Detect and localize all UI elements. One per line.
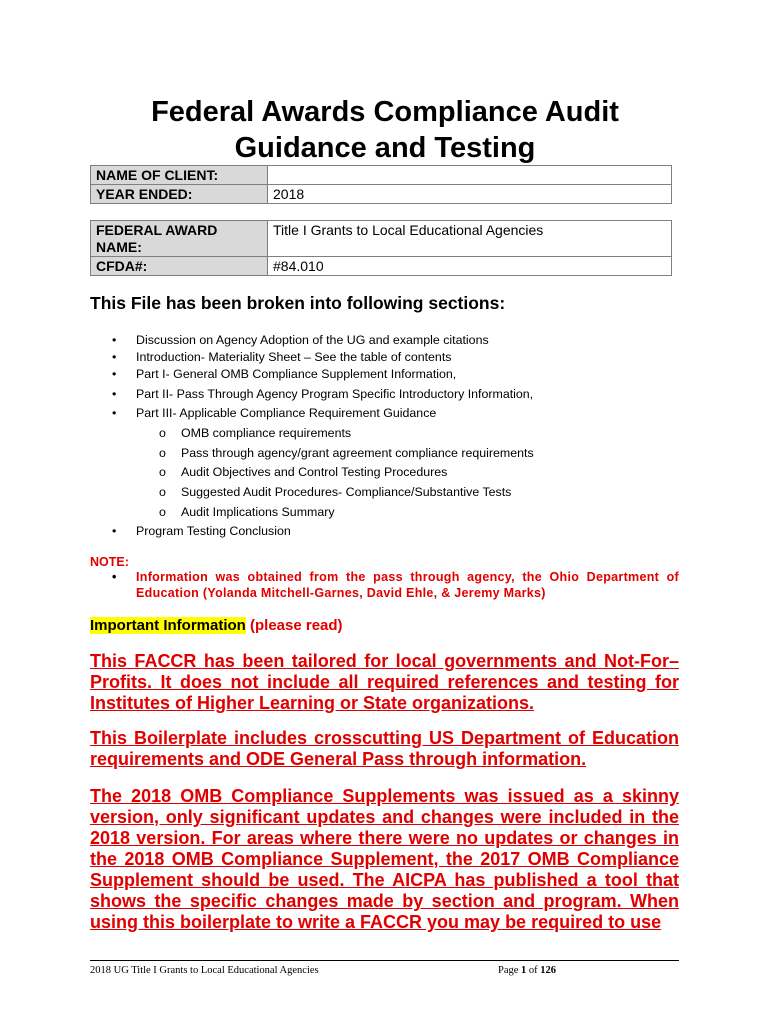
year-label: YEAR ENDED: — [91, 185, 268, 204]
document-title — [90, 94, 680, 166]
client-label: NAME OF CLIENT: — [91, 166, 268, 185]
sub-list-item: o Suggested Audit Procedures- Compliance/Substantive Tests — [136, 483, 534, 503]
of-word: of — [528, 965, 538, 976]
note-label: NOTE: — [90, 555, 129, 569]
list-item: • Part I- General OMB Compliance Supplement Information, — [106, 366, 534, 383]
omb-supplement-paragraph: The 2018 OMB Compliance Supplements was issued as a skinny version, only significant updates and changes were included in the 2018 version. For areas where there were no updates or changes in the 2018 OMB Compliance Supplement, the 2017 OMB Compliance Supplement should be used. The AICPA has published a tool that shows the specific changes made by section and program. When using this boilerplate to write a FACCR you may be required to use — [90, 786, 679, 932]
footer-divider — [90, 960, 679, 961]
list-item-text: Part III- Applicable Compliance Requirement Guidance — [136, 406, 437, 420]
award-label: FEDERAL AWARD NAME: — [91, 221, 268, 257]
footer-document-name: 2018 UG Title I Grants to Local Educational Agencies — [90, 965, 319, 976]
footer-page-number — [498, 965, 556, 976]
title-line-2: Guidance and Testing — [234, 132, 536, 164]
list-item: • Discussion on Agency Adoption of the UG and example citations — [106, 332, 534, 349]
sections-heading: This File has been broken into following sections: — [90, 293, 506, 313]
boilerplate-paragraph: This Boilerplate includes crosscutting US Department of Education requirements and ODE General Pass through information. — [90, 728, 679, 769]
list-item: • Introduction- Materiality Sheet – See the table of contents — [106, 349, 534, 366]
list-item — [106, 386, 534, 403]
year-value: 2018 — [268, 185, 672, 204]
part3-sublist — [136, 424, 534, 523]
sub-list-item: o Audit Objectives and Control Testing Procedures — [136, 463, 534, 483]
sections-list — [106, 332, 534, 540]
page-word: Page — [498, 965, 519, 976]
client-value — [268, 166, 672, 185]
cfda-value: #84.010 — [268, 257, 672, 276]
important-suffix: (please read) — [250, 617, 343, 634]
list-item-text: Part II- Pass Through Agency Program Specific Introductory Information, — [136, 387, 534, 401]
award-info-table — [90, 220, 672, 276]
year-row — [91, 185, 672, 204]
list-item: • Program Testing Conclusion — [106, 523, 534, 540]
page-total: 126 — [540, 965, 557, 976]
sub-list-item: o Pass through agency/grant agreement compliance requirements — [136, 444, 534, 464]
list-item-part-3 — [106, 405, 534, 523]
important-highlight: Important Information — [90, 617, 246, 634]
important-heading — [90, 617, 343, 634]
note-text: • Information was obtained from the pass through agency, the Ohio Department of Education (Yolanda Mitchell-Garnes, David Ehle, & Jeremy Marks) — [106, 569, 679, 601]
sub-list-item: o Audit Implications Summary — [136, 503, 534, 523]
client-row — [91, 166, 672, 185]
client-info-table — [90, 165, 672, 204]
page-current: 1 — [521, 965, 527, 976]
award-value: Title I Grants to Local Educational Agencies — [268, 221, 672, 257]
title-line-1: Federal Awards Compliance Audit — [151, 96, 619, 128]
award-row — [91, 221, 672, 257]
cfda-label: CFDA#: — [91, 257, 268, 276]
sub-list-item: o OMB compliance requirements — [136, 424, 534, 444]
cfda-row — [91, 257, 672, 276]
faccr-tailored-paragraph: This FACCR has been tailored for local governments and Not-For–Profits. It does not include all required references and testing for Institutes of Higher Learning or State organizations. — [90, 651, 679, 713]
